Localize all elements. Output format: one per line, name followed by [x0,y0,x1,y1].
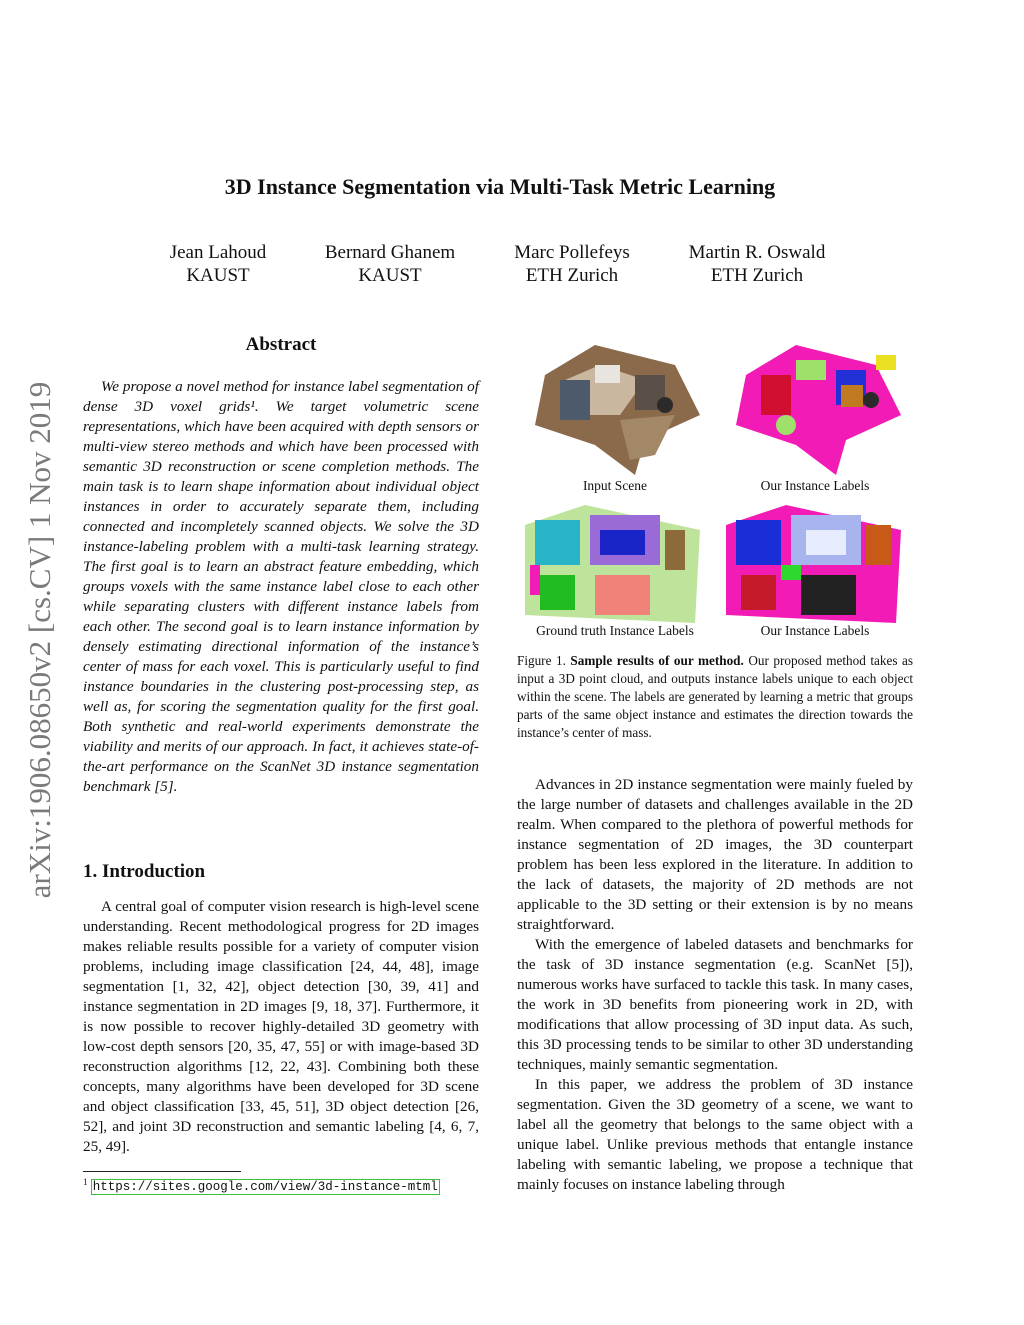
author-4 [672,241,842,287]
introduction-paragraph: A central goal of computer vision research is high-level scene understanding. Recent methodological progress for 2D images makes reliable results possible for a variety of computer vision problems, including image classification [24, 44, 48], image segmentation [1, 32, 42], object detection [30, 39, 41] and instance segmentation in 2D images [9, 18, 37]. Furthermore, it is now possible to recover highly-detailed 3D geometry with low-cost depth sensors [20, 35, 47, 55] or with image-based 3D reconstruction algorithms [12, 22, 43]. Combining both these concepts, many algorithms have been developed for 3D scene and object classification [33, 45, 51], 3D object detection [26, 52], and joint 3D reconstruction and semantic labeling [4, 6, 7, 25, 49]. [83,898,479,1155]
our-instance-labels-image-2 [726,505,906,623]
footnote-mark: 1 [83,1177,88,1187]
author-name: Bernard Ghanem [324,242,456,263]
caption-text: Our proposed method takes as input a 3D point cloud, and outputs instance labels unique to each object within the scene. The labels are generated by learning a metric that groups parts of the same object instance and estimates the direction towards the instance’s center of mass. [517,653,914,740]
paper-title: 3D Instance Segmentation via Multi-Task Metric Learning [224,174,776,199]
figure-label-our-instance-labels-2: Our Instance Labels [760,623,870,638]
caption-prefix: Figure 1. [517,653,566,668]
caption-bold: Sample results of our method. [570,653,744,668]
input-scene-image [525,345,705,475]
paragraph: With the emergence of labeled datasets and benchmarks for the task of 3D instance segmentation (e.g. ScanNet [5]), numerous works have surfaced to tackle this task. In many cases, the work in 3D benefits from pioneering work in 2D, with modifications that allow processing of 3D input data. As such, this 3D processing tends to be similar to other 3D understanding techniques, mainly semantic segmentation. [517,936,913,1073]
footnote [83,1177,440,1194]
author-2 [310,241,470,287]
footnote-link[interactable]: https://sites.google.com/view/3d-instance-mtml [92,1180,438,1195]
footnote-rule [83,1171,241,1172]
section-heading-introduction: 1. Introduction [83,861,206,882]
figure-label-input-scene: Input Scene [582,478,648,493]
figure-label-ground-truth: Ground truth Instance Labels [536,623,694,638]
abstract-heading: Abstract [245,334,317,355]
our-instance-labels-image-1 [726,345,906,475]
author-3 [497,241,647,287]
author-name: Martin R. Oswald [688,242,826,263]
figure-caption [517,652,913,742]
author-name: Marc Pollefeys [514,242,630,263]
author-affiliation: KAUST [186,265,250,286]
abstract-text: We propose a novel method for instance label segmentation of dense 3D voxel grids¹. We target volumetric scene representations, which have been acquired with depth sensors or multi-view stereo methods and which have been processed with semantic 3D reconstruction or scene completion methods. The main task is to learn shape information about individual object instances in order to accurately separate them, including connected and incompletely scanned objects. We solve the 3D instance-labeling problem with a multi-task learning strategy. The first goal is to learn an abstract feature embedding, which groups voxels with the same instance label close to each other while separating clusters with different instance labels from each other. The second goal is to learn instance information by densely estimating directional information of the instance’s center of mass for each voxel. This is particularly useful to find instance boundaries in the clustering post-processing step, as well as, for scoring the segmentation quality for the first goal. Both synthetic and real-world experiments demonstrate the viability and merits of our approach. In fact, it achieves state-of-the-art performance on the ScanNet 3D instance segmentation benchmark [5]. [83,378,479,795]
author-name: Jean Lahoud [169,242,267,263]
right-column-body [517,775,913,1195]
paragraph: In this paper, we address the problem of 3D instance segmentation. Given the 3D geometry of a scene, we want to label all the geometry that belongs to the same object with a unique label. Unlike previous methods that entangle instance labeling with semantic labeling, we propose a technique that mainly focuses on instance labeling through [517,1076,913,1193]
arxiv-stamp: arXiv:1906.08650v2 [cs.CV] 1 Nov 2019 [22,381,57,899]
author-affiliation: KAUST [358,265,422,286]
author-affiliation: ETH Zurich [710,265,804,286]
author-affiliation: ETH Zurich [525,265,619,286]
ground-truth-instance-labels-image [525,505,705,623]
paragraph: Advances in 2D instance segmentation were mainly fueled by the large number of datasets and challenges available in the 2D realm. When compared to the plethora of powerful methods for instance segmentation of 2D images, the 3D counterpart problem has been less explored in the literature. In addition to the lack of datasets, the majority of 2D methods are not applicable to the 3D setting or their extension is by no means straightforward. [517,776,913,933]
author-1 [148,241,288,287]
figure-label-our-instance-labels-1: Our Instance Labels [760,478,870,493]
